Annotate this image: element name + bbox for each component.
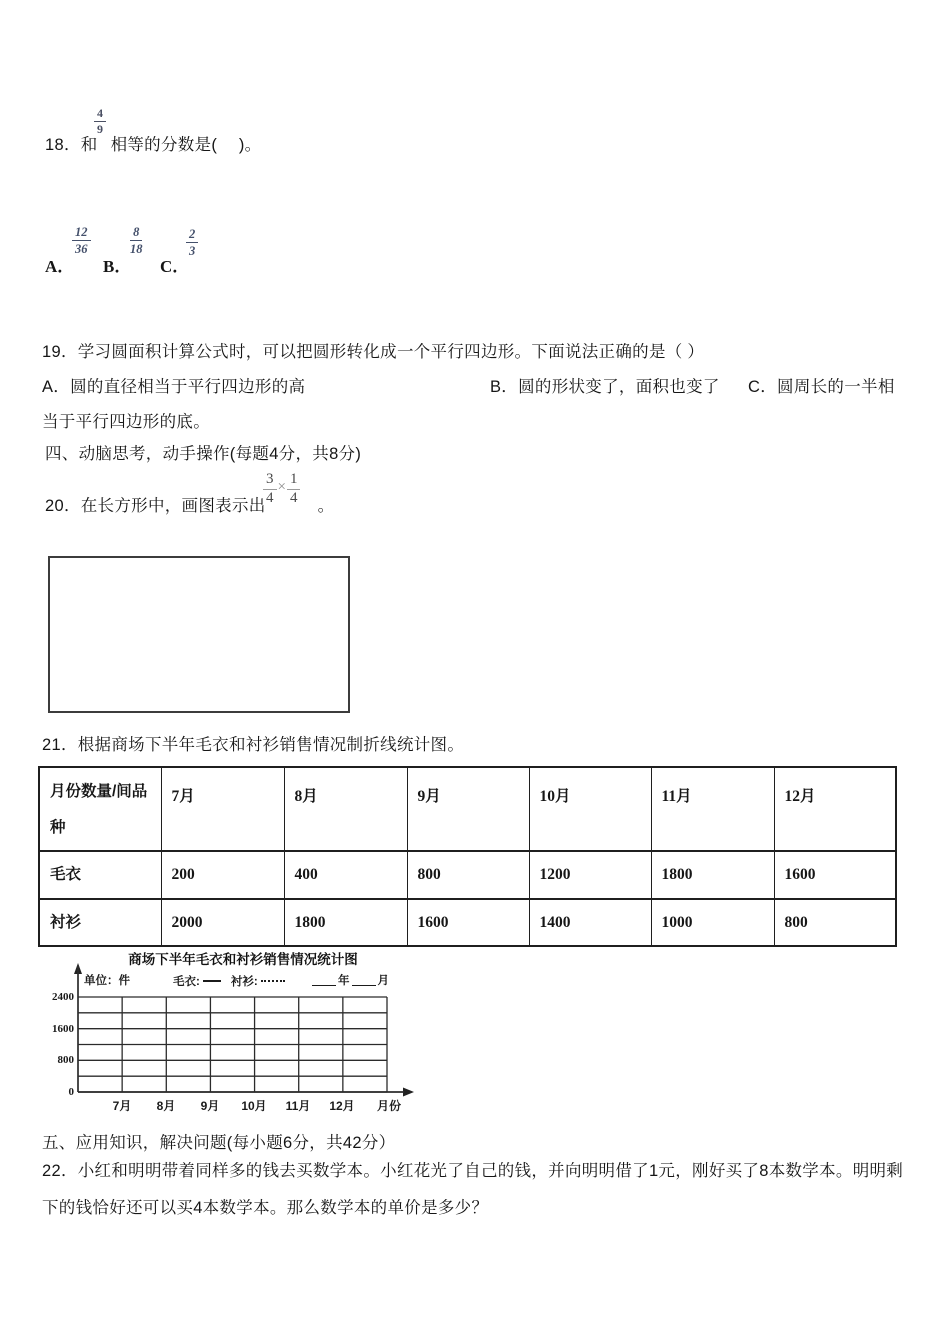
table-cell: 1800 (651, 851, 774, 899)
q18-option-a-fraction (72, 226, 91, 255)
header-cell-month: 12月 (774, 767, 896, 851)
x-tick-label: 8月 (156, 1099, 176, 1113)
q18-option-b-fraction (130, 226, 143, 255)
table-row-sweater (39, 851, 896, 899)
section-5-header: 五、应用知识，解决问题(每小题6分，共42分） (42, 1134, 396, 1152)
fraction-numerator: 4 (94, 107, 106, 122)
q18-option-b-label: B． (103, 257, 132, 276)
q18-suffix: 相等的分数是( )。 (110, 136, 262, 154)
section-4-header: 四、动脑思考，动手操作(每题4分，共8分) (45, 445, 362, 463)
q20-expression (263, 472, 300, 506)
q19-option-c-continuation: 当于平行四边形的底。 (42, 413, 210, 431)
q22-stem-line2: 下的钱恰好还可以买4本数学本。那么数学本的单价是多少？ (42, 1199, 489, 1217)
y-tick-label: 800 (57, 1054, 74, 1067)
q18-option-c-label: C． (160, 257, 190, 276)
header-cell-category: 月份数量/间品种 (39, 767, 161, 851)
q22-stem-line1: 22．小红和明明带着同样多的钱去买数学本。小红花光了自己的钱，并向明明借了1元，刚好买了8本数学本。明明剩 (42, 1162, 904, 1180)
q18-option-c-fraction (186, 228, 198, 257)
multiply-sign: × (277, 478, 286, 495)
fraction-numerator: 1 (287, 472, 301, 490)
fraction-denominator: 18 (130, 241, 143, 256)
x-tick-label: 11月 (285, 1099, 311, 1113)
header-cell-month: 11月 (651, 767, 774, 851)
q19-option-c: C．圆周长的一半相 (748, 378, 895, 396)
table-cell: 1800 (284, 899, 407, 946)
q18-given-fraction (94, 107, 106, 135)
fraction-denominator: 4 (289, 490, 298, 506)
q19-option-a: A．圆的直径相当于平行四边形的高 (42, 378, 306, 396)
q21-stem: 21．根据商场下半年毛衣和衬衫销售情况制折线统计图。 (42, 736, 465, 754)
month-label: 月 (377, 975, 389, 987)
unit-text: 单位：件 (84, 975, 130, 987)
fraction-numerator: 8 (130, 226, 142, 241)
q18-number: 18． (45, 136, 81, 154)
x-axis-arrow-icon (403, 1088, 414, 1097)
sales-table (38, 766, 897, 947)
legend-shirt-label: 衬衫: (230, 976, 258, 988)
row-label: 衬衫 (39, 899, 161, 946)
table-cell: 200 (161, 851, 284, 899)
y-tick-label: 2400 (52, 991, 74, 1003)
header-cell-month: 7月 (161, 767, 284, 851)
q20-answer-rectangle (48, 556, 350, 713)
fraction-numerator: 12 (72, 226, 91, 241)
q20-suffix: 。 (317, 497, 335, 515)
fraction-denominator: 4 (266, 490, 274, 506)
fraction-numerator: 2 (186, 228, 198, 243)
x-tick-label: 7月 (112, 1099, 132, 1113)
table-header-row (39, 767, 896, 851)
x-tick-label: 10月 (241, 1099, 267, 1113)
header-cell-month: 8月 (284, 767, 407, 851)
line-chart-grid (58, 958, 426, 1108)
q20-fraction-2 (287, 472, 301, 506)
q20-prefix: 20．在长方形中，画图表示出 (45, 497, 266, 515)
fraction-denominator: 36 (75, 241, 88, 256)
q20-fraction-1 (263, 472, 277, 506)
header-cell-month: 9月 (407, 767, 529, 851)
q19-option-b: B．圆的形状变了，面积也变了 (490, 378, 720, 396)
x-tick-label: 9月 (200, 1099, 220, 1113)
legend-sweater-label: 毛衣: (173, 976, 200, 988)
header-cell-month: 10月 (529, 767, 651, 851)
y-tick-label: 1600 (52, 1022, 74, 1035)
fraction-denominator: 9 (97, 122, 103, 136)
year-label: 年 (338, 975, 350, 987)
table-cell: 1600 (774, 851, 896, 899)
table-cell: 1200 (529, 851, 651, 899)
q18-option-a-label: A． (45, 257, 75, 276)
q19-stem: 19．学习圆面积计算公式时，可以把圆形转化成一个平行四边形。下面说法正确的是（ ） (42, 343, 705, 361)
table-cell: 400 (284, 851, 407, 899)
x-tick-label: 12月 (329, 1099, 355, 1113)
q18-stem (45, 135, 261, 156)
table-cell: 1400 (529, 899, 651, 946)
x-axis-title: 月份 (376, 1099, 402, 1113)
table-cell: 1000 (651, 899, 774, 946)
table-row-shirt (39, 899, 896, 946)
table-cell: 800 (407, 851, 529, 899)
fraction-denominator: 3 (189, 243, 196, 258)
chart-title: 商场下半年毛衣和衬衫销售情况统计图 (128, 952, 358, 967)
y-tick-label: 0 (68, 1086, 74, 1098)
fraction-numerator: 3 (263, 472, 277, 490)
q18-prefix: 和 (80, 136, 98, 154)
table-cell: 800 (774, 899, 896, 946)
table-cell: 1600 (407, 899, 529, 946)
table-cell: 2000 (161, 899, 284, 946)
row-label: 毛衣 (39, 851, 161, 899)
